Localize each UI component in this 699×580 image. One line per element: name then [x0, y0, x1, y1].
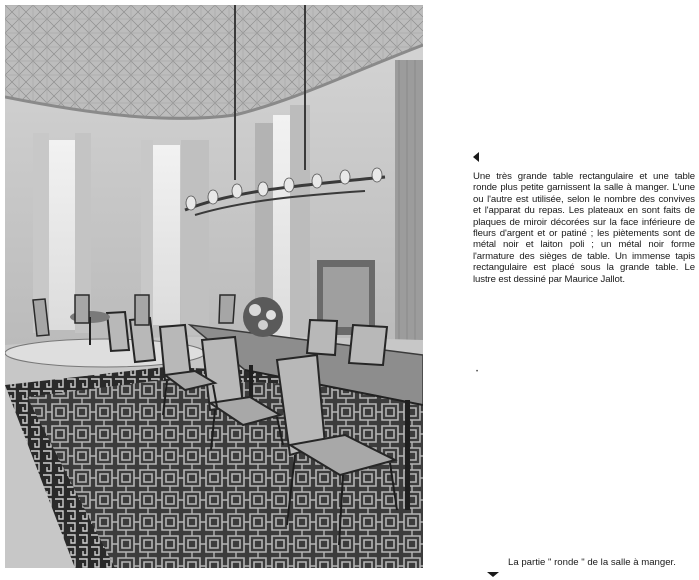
dining-room-photo [5, 5, 423, 568]
arrow-left-icon [473, 152, 479, 162]
photo-caption: Une très grande table rectangulaire et une table ronde plus petite garnissent la salle à manger. L'une ou l'autre est utilisée, selon le nombre des convives et l'apparat du repas. Les plateaux en sont faits de plaques de miroir décorées sur la face inférieure de fleurs d'argent et or patiné ; les piètements sont de métal noir et laiton poli ; un métal noir forme l'armature des sièges de table. Un immense tapis rectangulaire est placé sous la grande table. Le lustre est dessiné par Maurice Jallot. [473, 171, 695, 285]
decorative-dot: • [476, 369, 479, 375]
arrow-down-icon [487, 572, 499, 577]
secondary-caption: La partie " ronde " de la salle à manger. [508, 557, 676, 568]
